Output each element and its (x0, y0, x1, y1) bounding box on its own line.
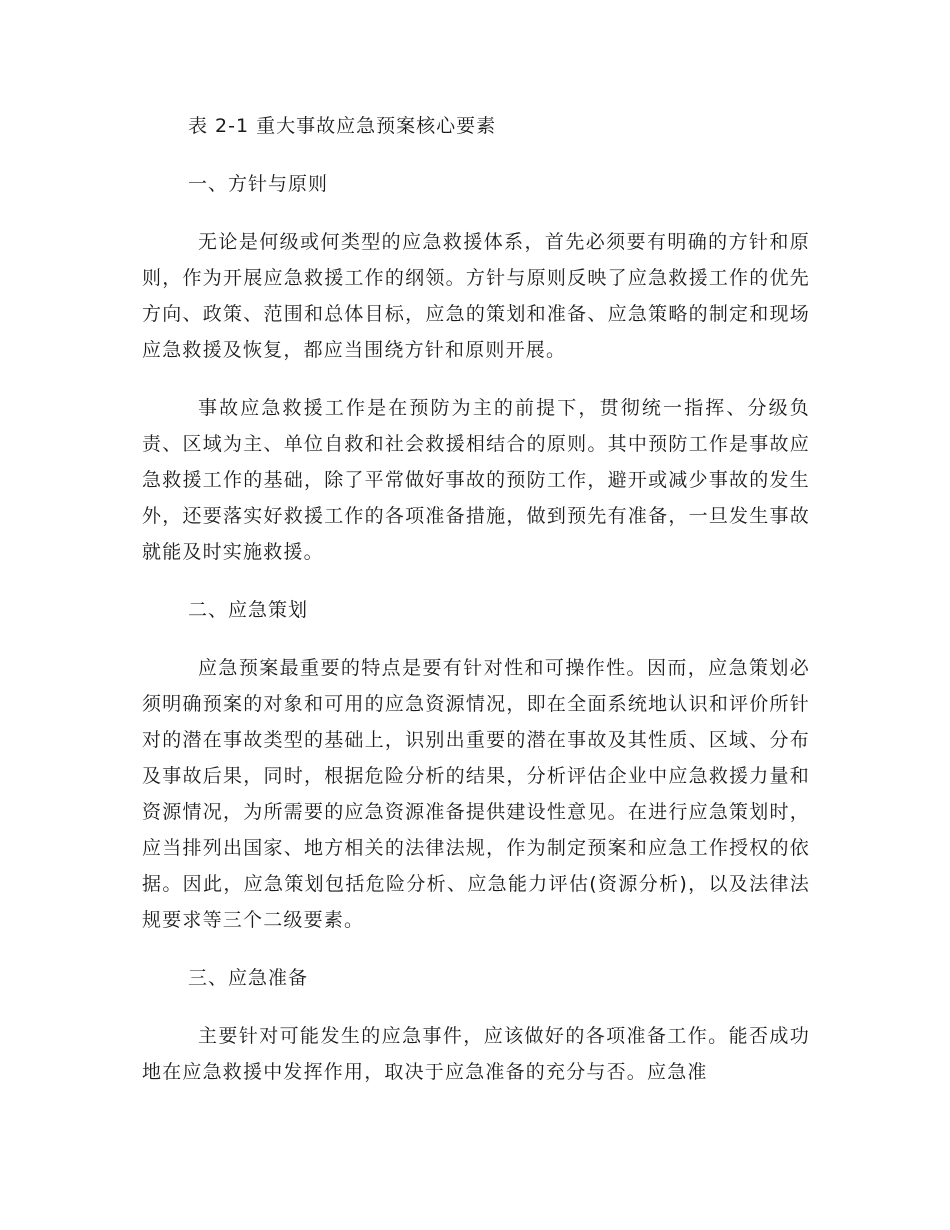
paragraph-planning-1: 应急预案最重要的特点是要有针对性和可操作性。因而，应急策划必须明确预案的对象和可用的应急资源情况，即在全面系统地认识和评价所针对的潜在事故类型的基础上，识别出重要的潜在事故及其性质、区域、分布及事故后果，同时，根据危险分析的结果，分析评估企业中应急救援力量和资源情况，为所需要的应急资源准备提供建设性意见。在进行应急策划时，应当排列出国家、地方相关的法律法规，作为制定预案和应急工作授权的依据。因此，应急策划包括危险分析、应急能力评估(资源分析)，以及法律法规要求等三个二级要素。 (142, 657, 810, 931)
paragraph-principles-2: 事故应急救援工作是在预防为主的前提下，贯彻统一指挥、分级负责、区域为主、单位自救和社会救援相结合的原则。其中预防工作是事故应急救援工作的基础，除了平常做好事故的预防工作，避开或减少事故的发生外，还要落实好救援工作的各项准备措施，做到预先有准备，一旦发生事故就能及时实施救援。 (142, 397, 810, 563)
section-heading-planning: 二、应急策划 (188, 599, 309, 621)
paragraph-preparation-1: 主要针对可能发生的应急事件，应该做好的各项准备工作。能否成功地在应急救援中发挥作用，取决于应急准备的充分与否。应急准 (142, 1025, 810, 1083)
paragraph-principles-1: 无论是何级或何类型的应急救援体系，首先必须要有明确的方针和原则，作为开展应急救援工作的纲领。方针与原则反映了应急救援工作的优先方向、政策、范围和总体目标，应急的策划和准备、应急策略的制定和现场应急救援及恢复，都应当围绕方针和原则开展。 (142, 231, 810, 361)
section-heading-principles: 一、方针与原则 (188, 173, 329, 195)
document-body (142, 108, 810, 1112)
section-heading-preparation: 三、应急准备 (188, 967, 309, 989)
table-caption: 表 2-1 重大事故应急预案核心要素 (188, 115, 497, 137)
